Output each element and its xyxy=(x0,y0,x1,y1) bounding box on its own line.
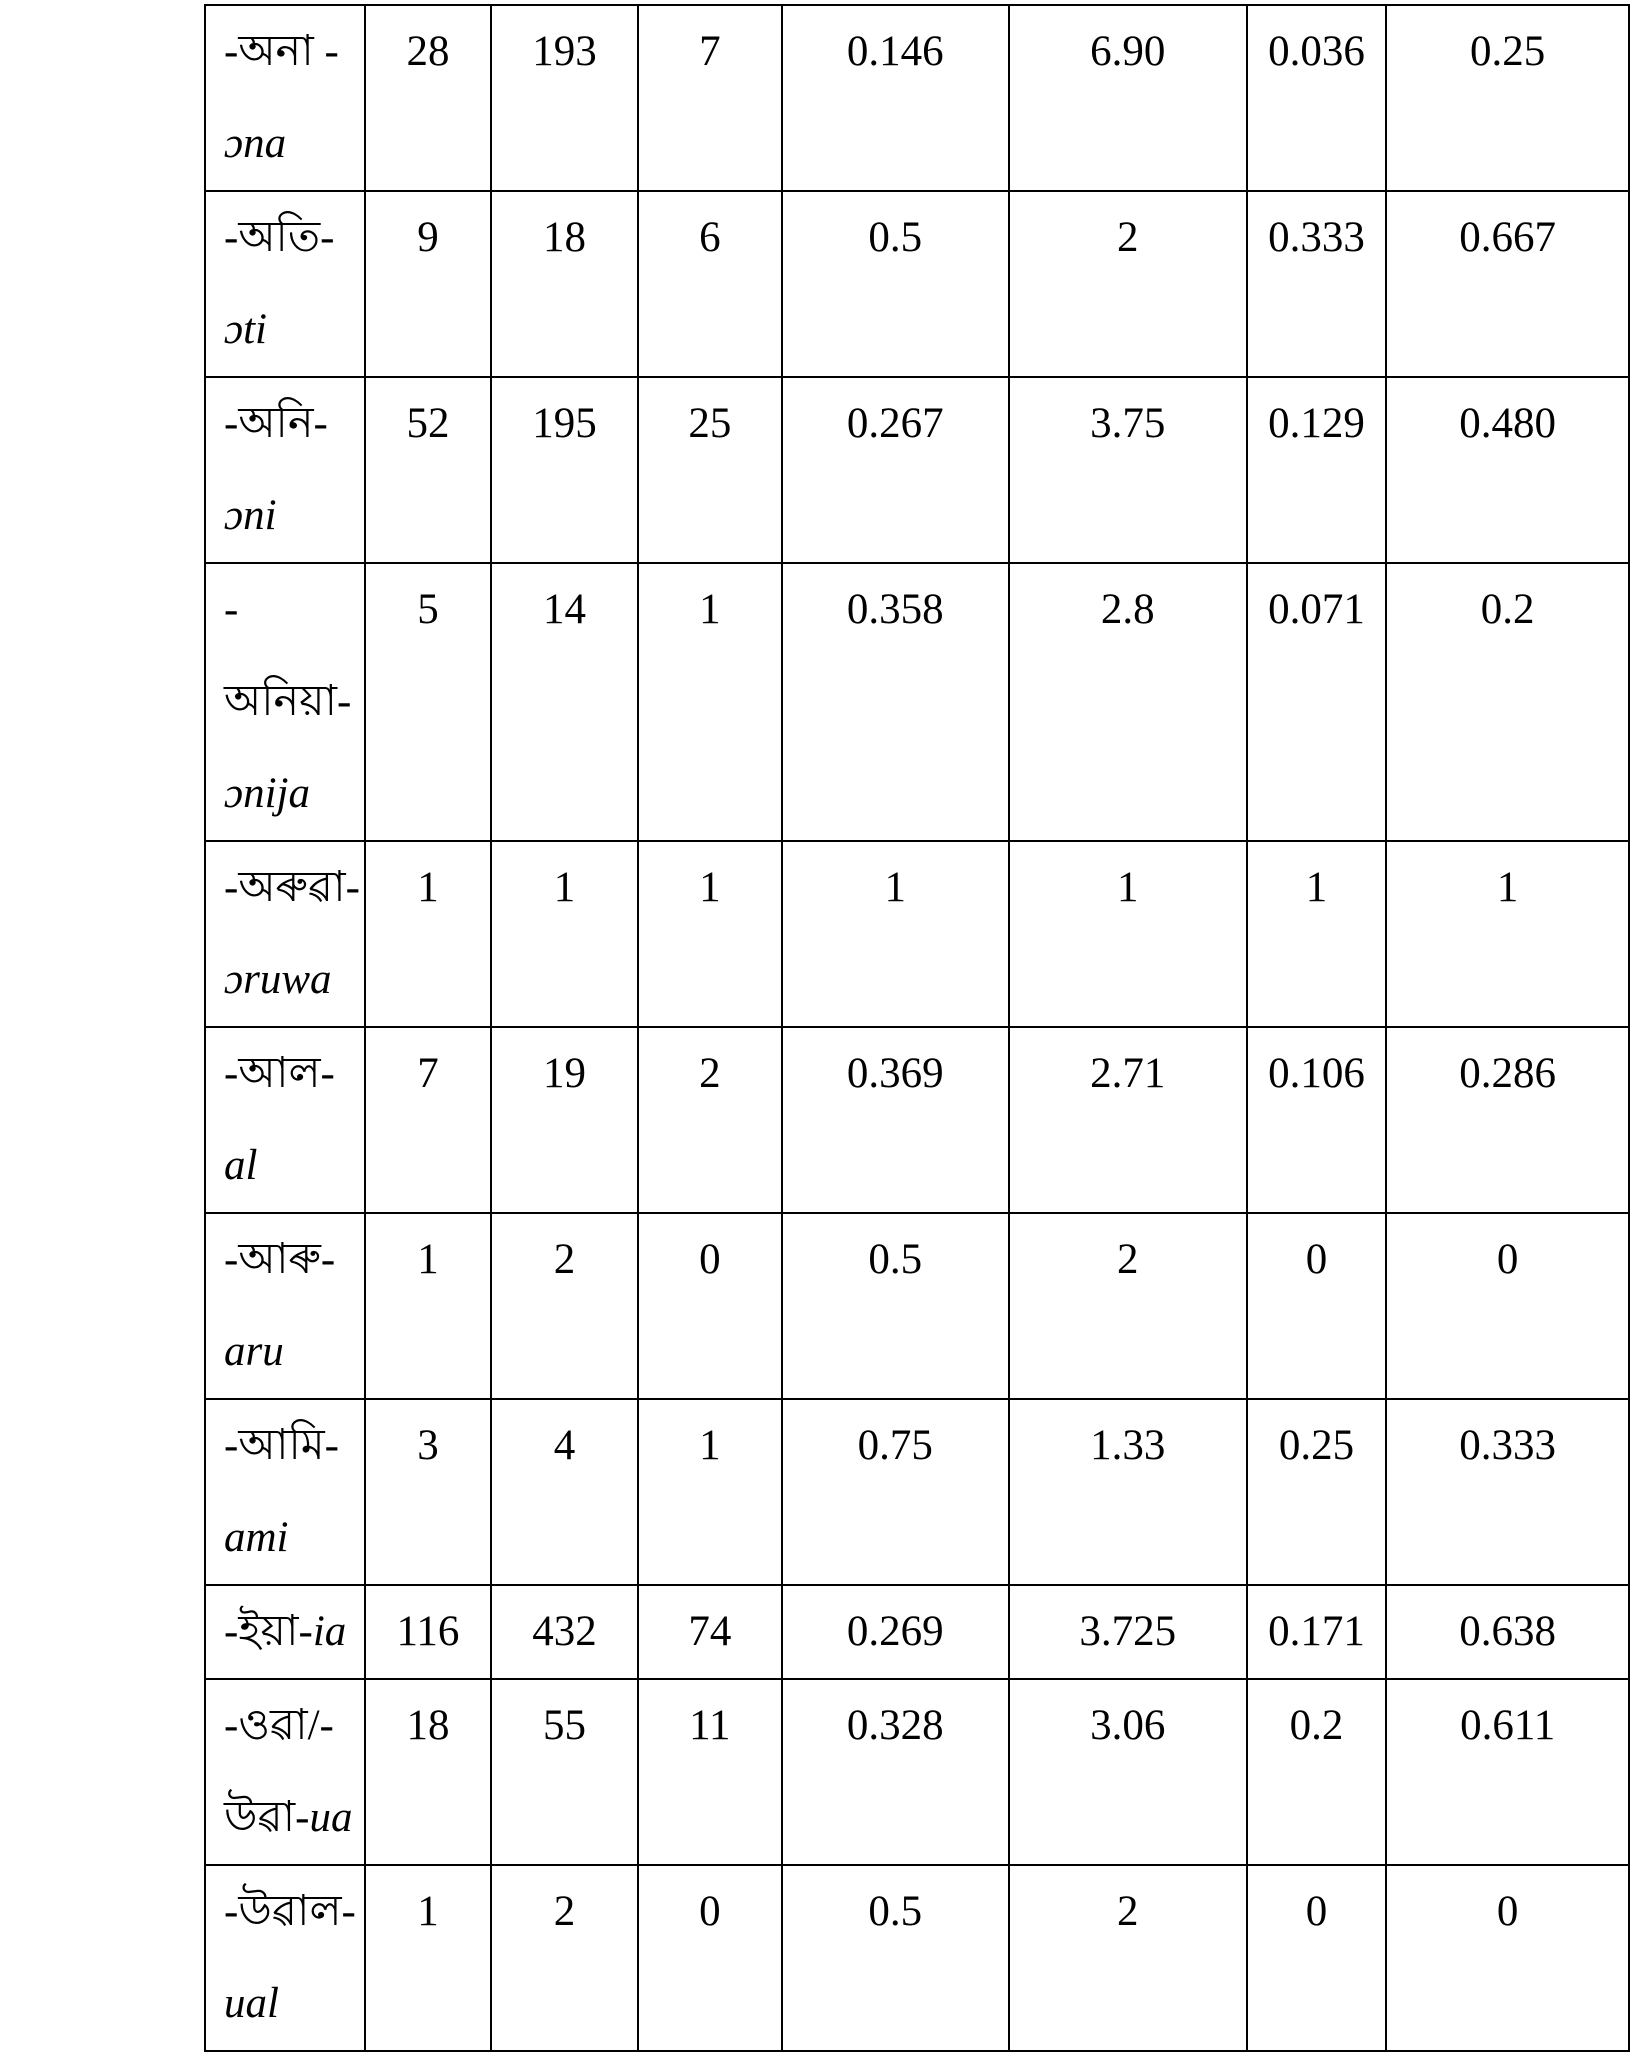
value-cell: 28 xyxy=(365,5,491,191)
value-cell: 0.328 xyxy=(782,1679,1009,1865)
table-row xyxy=(205,1585,1629,1679)
affix-cell xyxy=(205,1585,365,1679)
affix-assamese-text: -ইয়া- xyxy=(224,1608,313,1655)
affix-assamese-text: -অতি- xyxy=(224,214,335,261)
value-cell: 1 xyxy=(365,1865,491,2051)
affix-transliteration: ɔruwa xyxy=(224,956,332,1003)
affix-line xyxy=(224,656,360,748)
affix-transliteration: ual xyxy=(224,1980,279,2027)
value-cell: 0.480 xyxy=(1386,377,1629,563)
value-cell: 0.638 xyxy=(1386,1585,1629,1679)
value-cell: 0 xyxy=(638,1865,782,2051)
affix-line xyxy=(224,1492,360,1584)
table-row xyxy=(205,191,1629,377)
value-cell: 3.725 xyxy=(1009,1585,1247,1679)
affix-transliteration: aru xyxy=(224,1328,284,1375)
value-cell: 6 xyxy=(638,191,782,377)
affix-assamese-text: -অনা - xyxy=(224,28,339,75)
value-cell: 6.90 xyxy=(1009,5,1247,191)
table-row xyxy=(205,563,1629,841)
value-cell: 4 xyxy=(491,1399,638,1585)
affix-line xyxy=(224,6,360,98)
value-cell: 0.611 xyxy=(1386,1679,1629,1865)
value-cell: 25 xyxy=(638,377,782,563)
affix-line xyxy=(224,748,360,840)
value-cell: 2 xyxy=(1009,1213,1247,1399)
table-row xyxy=(205,1399,1629,1585)
value-cell: 0.286 xyxy=(1386,1027,1629,1213)
value-cell: 18 xyxy=(491,191,638,377)
table-row xyxy=(205,1865,1629,2051)
value-cell: 1 xyxy=(638,841,782,1027)
value-cell: 1 xyxy=(638,1399,782,1585)
value-cell: 11 xyxy=(638,1679,782,1865)
affix-assamese-text: -আমি- xyxy=(224,1422,339,1469)
affix-transliteration: ɔna xyxy=(224,120,287,167)
value-cell: 432 xyxy=(491,1585,638,1679)
value-cell: 1 xyxy=(1386,841,1629,1027)
value-cell: 52 xyxy=(365,377,491,563)
value-cell: 3 xyxy=(365,1399,491,1585)
affix-line xyxy=(224,1680,360,1772)
value-cell: 0.071 xyxy=(1247,563,1387,841)
value-cell: 0.333 xyxy=(1386,1399,1629,1585)
affix-line xyxy=(224,1586,360,1678)
affix-assamese-text: -আল- xyxy=(224,1050,335,1097)
value-cell: 0.171 xyxy=(1247,1585,1387,1679)
table-row xyxy=(205,1213,1629,1399)
table-row xyxy=(205,1679,1629,1865)
value-cell: 1 xyxy=(365,1213,491,1399)
value-cell: 1.33 xyxy=(1009,1399,1247,1585)
value-cell: 0.267 xyxy=(782,377,1009,563)
affix-line xyxy=(224,1028,360,1212)
value-cell: 0.2 xyxy=(1247,1679,1387,1865)
affix-cell xyxy=(205,841,365,1027)
value-cell: 1 xyxy=(638,563,782,841)
affix-assamese-text: -অনি- xyxy=(224,400,328,447)
value-cell: 18 xyxy=(365,1679,491,1865)
affix-transliteration: ɔni xyxy=(224,492,277,539)
affix-transliteration: ua xyxy=(309,1794,353,1841)
affix-line xyxy=(224,98,360,190)
affix-line xyxy=(224,842,360,934)
value-cell: 0.146 xyxy=(782,5,1009,191)
value-cell: 2 xyxy=(638,1027,782,1213)
value-cell: 7 xyxy=(365,1027,491,1213)
affix-line xyxy=(224,470,360,562)
value-cell: 0 xyxy=(1386,1865,1629,2051)
affix-transliteration: ɔti xyxy=(224,306,267,353)
value-cell: 0.25 xyxy=(1247,1399,1387,1585)
affix-line xyxy=(224,1306,360,1398)
value-cell: 0.5 xyxy=(782,191,1009,377)
affix-statistics-table xyxy=(204,4,1630,2052)
affix-line xyxy=(224,284,360,376)
table-row xyxy=(205,841,1629,1027)
value-cell: 0.2 xyxy=(1386,563,1629,841)
value-cell: 0 xyxy=(1247,1865,1387,2051)
value-cell: 2 xyxy=(491,1213,638,1399)
affix-cell xyxy=(205,563,365,841)
value-cell: 0.667 xyxy=(1386,191,1629,377)
value-cell: 74 xyxy=(638,1585,782,1679)
value-cell: 2.8 xyxy=(1009,563,1247,841)
affix-assamese-text: উৱা- xyxy=(224,1794,310,1841)
value-cell: 0.369 xyxy=(782,1027,1009,1213)
affix-transliteration: ami xyxy=(224,1514,289,1561)
value-cell: 1 xyxy=(782,841,1009,1027)
value-cell: 195 xyxy=(491,377,638,563)
value-cell: 0.333 xyxy=(1247,191,1387,377)
value-cell: 55 xyxy=(491,1679,638,1865)
affix-line xyxy=(224,378,360,470)
value-cell: 2 xyxy=(1009,1865,1247,2051)
affix-assamese-text: -অৰুৱা- xyxy=(224,864,360,911)
value-cell: 0.269 xyxy=(782,1585,1009,1679)
value-cell: 3.75 xyxy=(1009,377,1247,563)
value-cell: 9 xyxy=(365,191,491,377)
value-cell: 1 xyxy=(491,841,638,1027)
value-cell: 0 xyxy=(1386,1213,1629,1399)
value-cell: 0.75 xyxy=(782,1399,1009,1585)
value-cell: 0.036 xyxy=(1247,5,1387,191)
value-cell: 1 xyxy=(1009,841,1247,1027)
value-cell: 0.25 xyxy=(1386,5,1629,191)
affix-cell xyxy=(205,1679,365,1865)
affix-line xyxy=(224,192,360,284)
value-cell: 7 xyxy=(638,5,782,191)
affix-cell xyxy=(205,1213,365,1399)
affix-cell xyxy=(205,1865,365,2051)
value-cell: 1 xyxy=(1247,841,1387,1027)
affix-cell xyxy=(205,191,365,377)
affix-cell xyxy=(205,5,365,191)
value-cell: 0.106 xyxy=(1247,1027,1387,1213)
value-cell: 5 xyxy=(365,563,491,841)
value-cell: 116 xyxy=(365,1585,491,1679)
affix-transliteration: ia xyxy=(312,1608,347,1655)
affix-line xyxy=(224,934,360,1026)
affix-transliteration: al xyxy=(224,1142,258,1189)
value-cell: 1 xyxy=(365,841,491,1027)
affix-assamese-text: -ওৱা/- xyxy=(224,1702,334,1749)
value-cell: 0 xyxy=(638,1213,782,1399)
affix-line xyxy=(224,1400,360,1492)
value-cell: 193 xyxy=(491,5,638,191)
table-row xyxy=(205,377,1629,563)
table-row xyxy=(205,5,1629,191)
value-cell: 0.358 xyxy=(782,563,1009,841)
table-row xyxy=(205,1027,1629,1213)
value-cell: 0 xyxy=(1247,1213,1387,1399)
affix-cell xyxy=(205,1399,365,1585)
value-cell: 19 xyxy=(491,1027,638,1213)
affix-assamese-text: -আৰু- xyxy=(224,1236,336,1283)
affix-line xyxy=(224,1866,360,1958)
affix-assamese-text: - xyxy=(224,586,239,633)
affix-cell xyxy=(205,377,365,563)
affix-line xyxy=(224,1958,360,2050)
affix-transliteration: ɔnija xyxy=(224,770,310,817)
value-cell: 0.129 xyxy=(1247,377,1387,563)
value-cell: 2 xyxy=(1009,191,1247,377)
affix-assamese-text: -উৱাল- xyxy=(224,1888,356,1935)
value-cell: 14 xyxy=(491,563,638,841)
value-cell: 0.5 xyxy=(782,1213,1009,1399)
affix-cell xyxy=(205,1027,365,1213)
value-cell: 2 xyxy=(491,1865,638,2051)
affix-line xyxy=(224,1772,360,1864)
value-cell: 0.5 xyxy=(782,1865,1009,2051)
affix-line xyxy=(224,1214,360,1306)
value-cell: 2.71 xyxy=(1009,1027,1247,1213)
affix-assamese-text: অনিয়া- xyxy=(224,678,352,725)
value-cell: 3.06 xyxy=(1009,1679,1247,1865)
affix-line xyxy=(224,564,360,656)
